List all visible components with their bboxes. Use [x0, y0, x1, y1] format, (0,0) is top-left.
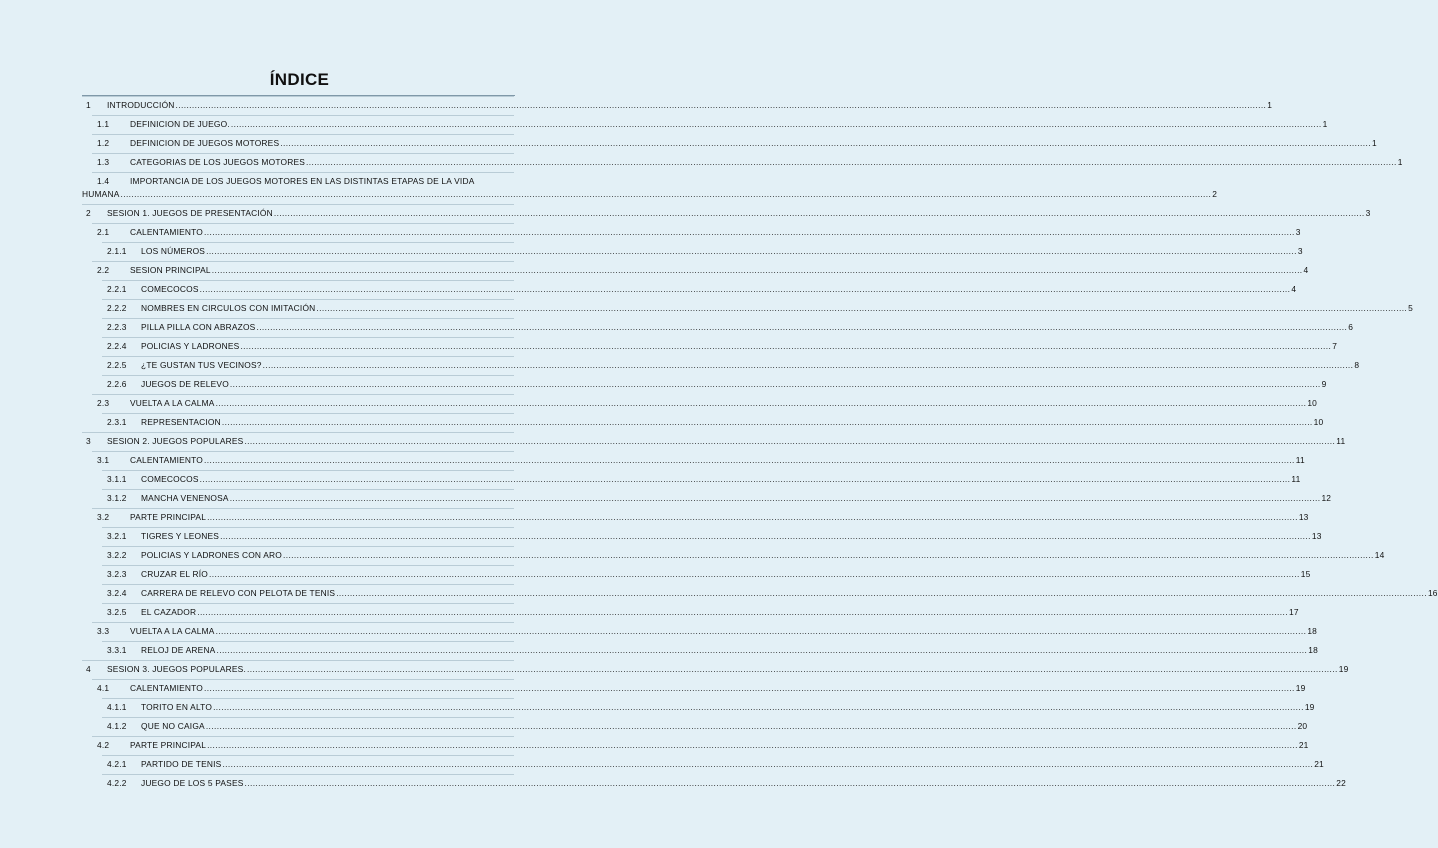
toc-entry-label: SESION 1. JUEGOS DE PRESENTACIÓN: [107, 208, 273, 218]
toc-entry[interactable]: [0, 451, 1305, 468]
toc-entry-number: 1.3: [97, 157, 110, 167]
toc-row-divider: [92, 451, 514, 452]
toc-entry-number: 2: [86, 208, 91, 218]
toc-dot-leader: ................................................................................................................................................................................................................................................................................................................................................................................................................: [216, 645, 1308, 655]
toc-row-divider: [102, 337, 514, 338]
toc-dot-leader: ................................................................................................................................................................................................................................................................................................................................................................................................................: [244, 778, 1336, 788]
toc-entry-label: NOMBRES EN CIRCULOS CON IMITACIÓN: [141, 303, 316, 313]
toc-entry-label: CRUZAR EL RÍO: [141, 569, 208, 579]
toc-dot-leader: ................................................................................................................................................................................................................................................................................................................................................................................................................: [204, 227, 1295, 237]
toc-page-number: 5: [1408, 303, 1414, 313]
toc-dot-leader: ................................................................................................................................................................................................................................................................................................................................................................................................................: [120, 189, 1212, 199]
toc-entry[interactable]: [0, 527, 1322, 544]
toc-page-number: 13: [1298, 512, 1309, 522]
toc-row-divider: [102, 527, 514, 528]
toc-entry[interactable]: [0, 546, 1385, 563]
toc-entry-label: JUEGO DE LOS 5 PASES: [141, 778, 244, 788]
toc-dot-leader: ................................................................................................................................................................................................................................................................................................................................................................................................................: [205, 721, 1297, 731]
toc-row-divider: [102, 755, 514, 756]
toc-dot-leader: ................................................................................................................................................................................................................................................................................................................................................................................................................: [280, 138, 1371, 148]
toc-entry[interactable]: [0, 565, 1311, 582]
toc-page-number: 4: [1303, 265, 1309, 275]
toc-entry-number: 1.1: [97, 119, 110, 129]
toc-entry[interactable]: [0, 115, 1328, 132]
toc-entry-number: 2.2.1: [107, 284, 127, 294]
toc-page-number: 12: [1321, 493, 1332, 503]
toc-page-number: 1: [1322, 119, 1328, 129]
toc-dot-leader: ................................................................................................................................................................................................................................................................................................................................................................................................................: [211, 265, 1303, 275]
toc-entry-number: 1.4: [97, 176, 110, 186]
toc-dot-leader: ................................................................................................................................................................................................................................................................................................................................................................................................................: [240, 341, 1332, 351]
toc-row-divider: [92, 622, 514, 623]
toc-entry-number: 1.2: [97, 138, 110, 148]
toc-row-divider: [92, 134, 514, 135]
toc-entry-label: RELOJ DE ARENA: [141, 645, 216, 655]
toc-dot-leader: ................................................................................................................................................................................................................................................................................................................................................................................................................: [199, 284, 1291, 294]
toc-dot-leader: ................................................................................................................................................................................................................................................................................................................................................................................................................: [283, 550, 1374, 560]
toc-row-divider: [102, 717, 514, 718]
toc-dot-leader: ................................................................................................................................................................................................................................................................................................................................................................................................................: [208, 569, 1300, 579]
toc-row-divider: [82, 660, 514, 661]
toc-entry-label-continued: HUMANA: [82, 189, 120, 199]
toc-entry-number: 3.2.3: [107, 569, 127, 579]
toc-entry-number: 2.2.4: [107, 341, 127, 351]
toc-entry[interactable]: [0, 717, 1308, 734]
toc-entry[interactable]: [0, 318, 1354, 335]
toc-page-number: 1: [1267, 100, 1273, 110]
toc-row-divider: [102, 603, 514, 604]
toc-entry-number: 3.2.4: [107, 588, 127, 598]
toc-page-number: 13: [1311, 531, 1322, 541]
toc-page-number: 10: [1313, 417, 1324, 427]
toc-entry-number: 3.2: [97, 512, 110, 522]
toc-entry-label: IMPORTANCIA DE LOS JUEGOS MOTORES EN LAS DISTINTAS ETAPAS DE LA VIDA: [130, 176, 475, 186]
toc-row-divider: [102, 489, 514, 490]
toc-row-divider: [92, 115, 514, 116]
toc-dot-leader: ................................................................................................................................................................................................................................................................................................................................................................................................................: [229, 493, 1321, 503]
toc-entry[interactable]: [0, 660, 1349, 677]
toc-entry-label: COMECOCOS: [141, 474, 199, 484]
toc-dot-leader: ................................................................................................................................................................................................................................................................................................................................................................................................................: [206, 246, 1297, 256]
toc-row-divider: [92, 223, 514, 224]
toc-entry[interactable]: [0, 622, 1318, 639]
toc-entry[interactable]: [0, 261, 1309, 278]
toc-page-number: 15: [1300, 569, 1311, 579]
toc-row-divider: [102, 413, 514, 414]
toc-entry[interactable]: [0, 698, 1315, 715]
toc-entry-label: TIGRES Y LEONES: [141, 531, 220, 541]
toc-page-number: 7: [1332, 341, 1338, 351]
toc-entry-number: 3.2.2: [107, 550, 127, 560]
toc-row-divider: [102, 356, 514, 357]
toc-entry-number: 3.1.1: [107, 474, 127, 484]
toc-entry-label: PARTE PRINCIPAL: [130, 512, 207, 522]
toc-entry-label: POLICIAS Y LADRONES: [141, 341, 240, 351]
toc-row-divider: [102, 318, 514, 319]
toc-entry[interactable]: [0, 432, 1346, 449]
toc-entry-number: 4.2: [97, 740, 110, 750]
toc-entry-label: INTRODUCCIÓN: [107, 100, 175, 110]
toc-row-divider: [102, 280, 514, 281]
toc-dot-leader: ................................................................................................................................................................................................................................................................................................................................................................................................................: [229, 379, 1321, 389]
toc-page-number: 11: [1336, 436, 1346, 446]
toc-entry[interactable]: [0, 223, 1301, 240]
toc-dot-leader: ................................................................................................................................................................................................................................................................................................................................................................................................................: [204, 455, 1295, 465]
toc-entry[interactable]: [0, 153, 1403, 170]
toc-entry-label: TORITO EN ALTO: [141, 702, 213, 712]
toc-page-number: 11: [1291, 474, 1301, 484]
toc-entry-label: DEFINICION DE JUEGOS MOTORES: [130, 138, 280, 148]
toc-dot-leader: ................................................................................................................................................................................................................................................................................................................................................................................................................: [204, 683, 1295, 693]
toc-row-divider: [102, 546, 514, 547]
toc-entry[interactable]: [0, 679, 1306, 696]
toc-page-number: 20: [1297, 721, 1308, 731]
toc-entry-number: 4.2.1: [107, 759, 127, 769]
toc-entry-number: 3.2.1: [107, 531, 127, 541]
toc-entry-number: 2.2.5: [107, 360, 127, 370]
toc-entry-label: CALENTAMIENTO: [130, 683, 204, 693]
index-title: ÍNDICE: [269, 70, 330, 89]
toc-page-number: 22: [1336, 778, 1346, 788]
toc-entry[interactable]: [0, 356, 1360, 373]
toc-entry-number: 3.1.2: [107, 493, 127, 503]
toc-entry[interactable]: [0, 96, 1273, 113]
toc-row-divider: [102, 242, 514, 243]
toc-entry[interactable]: [0, 375, 1327, 392]
toc-row-divider: [92, 394, 514, 395]
toc-entry-label: PARTIDO DE TENIS: [141, 759, 222, 769]
toc-entry-label: CARRERA DE RELEVO CON PELOTA DE TENIS: [141, 588, 336, 598]
toc-entry[interactable]: [0, 508, 1309, 525]
toc-dot-leader: ................................................................................................................................................................................................................................................................................................................................................................................................................: [213, 702, 1304, 712]
toc-page-number: 9: [1321, 379, 1327, 389]
toc-entry-label: LOS NÚMEROS: [141, 246, 206, 256]
toc-entry-label: PARTE PRINCIPAL: [130, 740, 207, 750]
toc-entry[interactable]: [0, 584, 1438, 601]
toc-entry-number: 4.1.1: [107, 702, 127, 712]
toc-entry-label: EL CAZADOR: [141, 607, 197, 617]
toc-entry[interactable]: [0, 641, 1318, 658]
toc-row-divider: [92, 153, 514, 154]
toc-dot-leader: ................................................................................................................................................................................................................................................................................................................................................................................................................: [199, 474, 1291, 484]
toc-dot-leader: ................................................................................................................................................................................................................................................................................................................................................................................................................: [222, 759, 1314, 769]
toc-entry-number: 2.2: [97, 265, 110, 275]
toc-page-number: 11: [1295, 455, 1305, 465]
toc-row-divider: [102, 774, 514, 775]
toc-entry[interactable]: [0, 394, 1318, 411]
toc-row-divider: [92, 172, 514, 173]
toc-row-divider: [92, 261, 514, 262]
toc-page-number: 3: [1297, 246, 1303, 256]
toc-entry-number: 2.2.2: [107, 303, 127, 313]
toc-dot-leader: ................................................................................................................................................................................................................................................................................................................................................................................................................: [207, 740, 1298, 750]
toc-dot-leader: ................................................................................................................................................................................................................................................................................................................................................................................................................: [207, 512, 1298, 522]
toc-dot-leader: ................................................................................................................................................................................................................................................................................................................................................................................................................: [256, 322, 1348, 332]
toc-dot-leader: ................................................................................................................................................................................................................................................................................................................................................................................................................: [246, 664, 1338, 674]
toc-row-divider: [102, 565, 514, 566]
toc-page-number: 14: [1374, 550, 1385, 560]
toc-row-divider: [102, 470, 514, 471]
toc-entry[interactable]: [0, 736, 1309, 753]
toc-entry[interactable]: [0, 603, 1299, 620]
toc-dot-leader: ................................................................................................................................................................................................................................................................................................................................................................................................................: [273, 208, 1365, 218]
toc-entry-number: 3: [86, 436, 91, 446]
toc-entry-label: SESION 2. JUEGOS POPULARES: [107, 436, 244, 446]
toc-dot-leader: ................................................................................................................................................................................................................................................................................................................................................................................................................: [220, 531, 1311, 541]
toc-entry-label: CATEGORIAS DE LOS JUEGOS MOTORES: [130, 157, 306, 167]
toc-entry[interactable]: [0, 299, 1414, 316]
toc-entry[interactable]: [0, 242, 1303, 259]
toc-entry-number: 3.1: [97, 455, 110, 465]
toc-dot-leader: ................................................................................................................................................................................................................................................................................................................................................................................................................: [336, 588, 1427, 598]
toc-page-number: 4: [1291, 284, 1297, 294]
toc-row-divider: [102, 299, 514, 300]
toc-entry-label: SESION 3. JUEGOS POPULARES.: [107, 664, 246, 674]
toc-entry-label: COMECOCOS: [141, 284, 199, 294]
toc-entry-label: MANCHA VENENOSA: [141, 493, 229, 503]
toc-entry-number: 2.3: [97, 398, 110, 408]
toc-row-divider: [102, 375, 514, 376]
toc-page-number: 3: [1295, 227, 1301, 237]
toc-entry-number: 3.2.5: [107, 607, 127, 617]
toc-entry-label: ¿TE GUSTAN TUS VECINOS?: [141, 360, 262, 370]
toc-dot-leader: ................................................................................................................................................................................................................................................................................................................................................................................................................: [197, 607, 1288, 617]
toc-entry-number: 1: [86, 100, 91, 110]
toc-dot-leader: ................................................................................................................................................................................................................................................................................................................................................................................................................: [306, 157, 1397, 167]
toc-entry-label: SESION PRINCIPAL: [130, 265, 211, 275]
toc-dot-leader: ................................................................................................................................................................................................................................................................................................................................................................................................................: [244, 436, 1336, 446]
toc-row-divider: [82, 204, 514, 205]
toc-entry-label: REPRESENTACION: [141, 417, 221, 427]
toc-entry[interactable]: [0, 755, 1324, 772]
toc-entry-number: 2.2.3: [107, 322, 127, 332]
toc-entry-label: DEFINICION DE JUEGO.: [130, 119, 230, 129]
toc-entry-number: 2.1.1: [107, 246, 127, 256]
toc-entry[interactable]: [0, 489, 1332, 506]
toc-page-number: 18: [1307, 626, 1318, 636]
toc-row-divider: [92, 679, 514, 680]
toc-entry-number: 4: [86, 664, 91, 674]
toc-page-number: 1: [1397, 157, 1403, 167]
toc-entry-number: 4.1: [97, 683, 110, 693]
toc-entry[interactable]: [0, 204, 1371, 221]
toc-entry-label: VUELTA A LA CALMA: [130, 398, 215, 408]
toc-entry[interactable]: [0, 172, 1218, 200]
toc-page-number: 19: [1304, 702, 1315, 712]
toc-entry-label: CALENTAMIENTO: [130, 227, 204, 237]
toc-entry[interactable]: [0, 470, 1301, 487]
toc-entry-number: 2.3.1: [107, 417, 127, 427]
toc-entry-number: 2.2.6: [107, 379, 127, 389]
toc-entry-number: 3.3: [97, 626, 110, 636]
toc-entry-label: POLICIAS Y LADRONES CON ARO: [141, 550, 282, 560]
toc-page-number: 10: [1307, 398, 1318, 408]
toc-dot-leader: ................................................................................................................................................................................................................................................................................................................................................................................................................: [215, 398, 1307, 408]
toc-row-divider: [102, 584, 514, 585]
toc-page-number: 2: [1212, 189, 1218, 199]
toc-row-divider: [82, 432, 514, 433]
toc-page-number: 17: [1288, 607, 1299, 617]
toc-row-divider: [82, 96, 514, 97]
toc-entry[interactable]: [0, 134, 1377, 151]
toc-entry-label: CALENTAMIENTO: [130, 455, 204, 465]
toc-row-divider: [102, 698, 514, 699]
toc-page-number: 21: [1314, 759, 1324, 769]
toc-entry-label: VUELTA A LA CALMA: [130, 626, 215, 636]
toc-dot-leader: ................................................................................................................................................................................................................................................................................................................................................................................................................: [262, 360, 1354, 370]
toc-page-number: 19: [1338, 664, 1349, 674]
toc-page-number: 16: [1427, 588, 1438, 598]
toc-entry[interactable]: [0, 413, 1324, 430]
toc-entry-number: 4.1.2: [107, 721, 127, 731]
toc-page-number: 19: [1295, 683, 1306, 693]
toc-page-number: 18: [1308, 645, 1318, 655]
toc-page-number: 8: [1354, 360, 1360, 370]
toc-page-number: 1: [1371, 138, 1377, 148]
toc-dot-leader: ................................................................................................................................................................................................................................................................................................................................................................................................................: [316, 303, 1408, 313]
toc-entry-number: 2.1: [97, 227, 110, 237]
toc-entry[interactable]: [0, 774, 1346, 791]
toc-row-divider: [92, 736, 514, 737]
toc-entry-label: PILLA PILLA CON ABRAZOS: [141, 322, 256, 332]
toc-page-number: 6: [1348, 322, 1354, 332]
toc-dot-leader: ................................................................................................................................................................................................................................................................................................................................................................................................................: [221, 417, 1313, 427]
toc-entry[interactable]: [0, 337, 1338, 354]
toc-entry-number: 4.2.2: [107, 778, 127, 788]
toc-entry[interactable]: [0, 280, 1297, 297]
toc-dot-leader: ................................................................................................................................................................................................................................................................................................................................................................................................................: [175, 100, 1267, 110]
toc-entry-label: JUEGOS DE RELEVO: [141, 379, 229, 389]
toc-entry-number: 3.3.1: [107, 645, 127, 655]
toc-page-number: 3: [1365, 208, 1371, 218]
toc-row-divider: [102, 641, 514, 642]
toc-dot-leader: ................................................................................................................................................................................................................................................................................................................................................................................................................: [230, 119, 1322, 129]
toc-row-divider: [92, 508, 514, 509]
toc-dot-leader: ................................................................................................................................................................................................................................................................................................................................................................................................................: [215, 626, 1307, 636]
toc-page-number: 21: [1298, 740, 1309, 750]
toc-entry-label: QUE NO CAIGA: [141, 721, 205, 731]
